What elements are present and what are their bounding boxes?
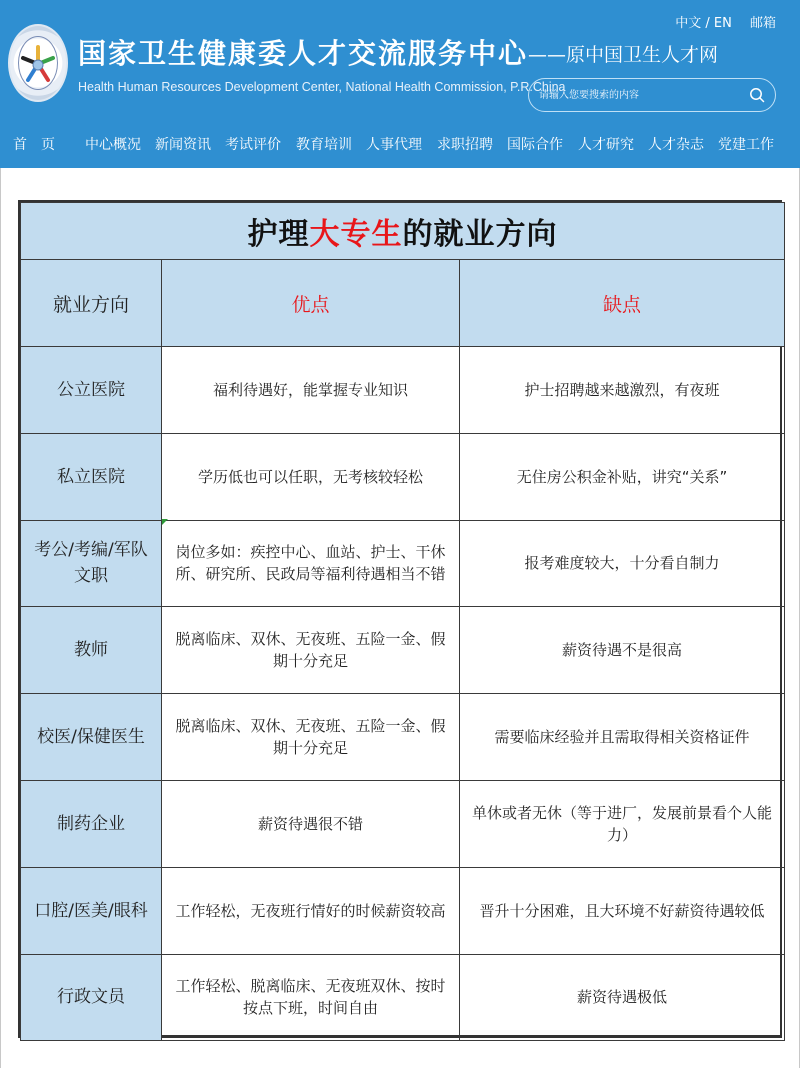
pros-cell: 学历低也可以任职，无考核较轻松 xyxy=(162,433,460,520)
table-row xyxy=(21,433,785,520)
table-row xyxy=(21,520,785,607)
pros-cell: 工作轻松，无夜班行情好的时候薪资较高 xyxy=(162,867,460,954)
cell-comment-marker xyxy=(162,519,168,525)
nav-item-research[interactable]: 人才研究 xyxy=(578,137,634,153)
pros-cell: 福利待遇好，能掌握专业知识 xyxy=(162,347,460,434)
cons-cell: 单休或者无休（等于进厂，发展前景看个人能力） xyxy=(460,780,785,867)
nav-item-magazine[interactable]: 人才杂志 xyxy=(648,137,704,153)
nav-item-hr-agency[interactable]: 人事代理 xyxy=(366,137,422,153)
header-direction: 就业方向 xyxy=(21,260,162,347)
pros-cell: 薪资待遇很不错 xyxy=(162,780,460,867)
nav-item-jobs[interactable]: 求职招聘 xyxy=(437,137,493,153)
direction-cell: 考公/考编/军队文职 xyxy=(21,520,162,607)
direction-cell: 教师 xyxy=(21,607,162,694)
cons-cell: 晋升十分困难，且大环境不好薪资待遇较低 xyxy=(460,867,785,954)
nav-item-news[interactable]: 新闻资讯 xyxy=(155,137,211,153)
top-links xyxy=(661,12,776,31)
table-header-row xyxy=(21,260,785,347)
table-title-highlight: 大专生 xyxy=(309,217,403,252)
pros-cell: 脱离临床、双休、无夜班、五险一金、假期十分充足 xyxy=(162,607,460,694)
direction-cell: 校医/保健医生 xyxy=(21,694,162,781)
cons-cell: 报考难度较大，十分看自制力 xyxy=(460,520,785,607)
main-nav xyxy=(0,126,800,162)
direction-cell: 公立医院 xyxy=(21,347,162,434)
cons-cell: 无住房公积金补贴，讲究“关系” xyxy=(460,433,785,520)
pros-cell: 岗位多如：疾控中心、血站、护士、干休所、研究所、民政局等福利待遇相当不错 xyxy=(162,520,460,607)
site-title-english: Health Human Resources Development Center, National Health Commission, P.R.China xyxy=(78,80,566,94)
search-input[interactable] xyxy=(539,86,739,104)
cons-cell: 护士招聘越来越激烈，有夜班 xyxy=(460,347,785,434)
search-box xyxy=(528,78,776,112)
nav-item-about[interactable]: 中心概况 xyxy=(85,137,141,153)
table-title-row xyxy=(21,203,785,260)
logo-star-icon xyxy=(20,44,56,84)
nav-item-party[interactable]: 党建工作 xyxy=(718,137,774,153)
table-row xyxy=(21,607,785,694)
nav-item-education[interactable]: 教育培训 xyxy=(296,137,352,153)
site-header xyxy=(0,0,800,168)
table-row xyxy=(21,694,785,781)
pros-cell: 工作轻松、脱离临床、无夜班双休、按时按点下班，时间自由 xyxy=(162,954,460,1041)
cons-cell: 薪资待遇不是很高 xyxy=(460,607,785,694)
table-row xyxy=(21,867,785,954)
table-title: 护理大专生的就业方向 xyxy=(21,203,785,260)
cons-cell: 薪资待遇极低 xyxy=(460,954,785,1041)
nav-item-international[interactable]: 国际合作 xyxy=(507,137,563,153)
mailbox-link[interactable]: 邮箱 xyxy=(749,16,776,31)
direction-cell: 制药企业 xyxy=(21,780,162,867)
header-pros: 优点 xyxy=(162,260,460,347)
nav-item-exams[interactable]: 考试评价 xyxy=(225,137,281,153)
career-table xyxy=(18,200,782,1038)
pros-cell: 脱离临床、双休、无夜班、五险一金、假期十分充足 xyxy=(162,694,460,781)
direction-cell: 私立医院 xyxy=(21,433,162,520)
header-cons: 缺点 xyxy=(460,260,785,347)
direction-cell: 口腔/医美/眼科 xyxy=(21,867,162,954)
cons-cell: 需要临床经验并且需取得相关资格证件 xyxy=(460,694,785,781)
table-row xyxy=(21,954,785,1041)
language-switch-link[interactable]: 中文 / EN xyxy=(675,16,732,31)
table-row xyxy=(21,780,785,867)
nav-item-home[interactable]: 首 页 xyxy=(13,137,55,153)
site-logo[interactable] xyxy=(8,24,68,102)
site-subtitle: ——原中国卫生人才网 xyxy=(528,44,719,66)
table-row xyxy=(21,347,785,434)
site-title: 国家卫生健康委人才交流服务中心 xyxy=(78,37,529,70)
search-icon[interactable] xyxy=(749,87,765,103)
direction-cell: 行政文员 xyxy=(21,954,162,1041)
